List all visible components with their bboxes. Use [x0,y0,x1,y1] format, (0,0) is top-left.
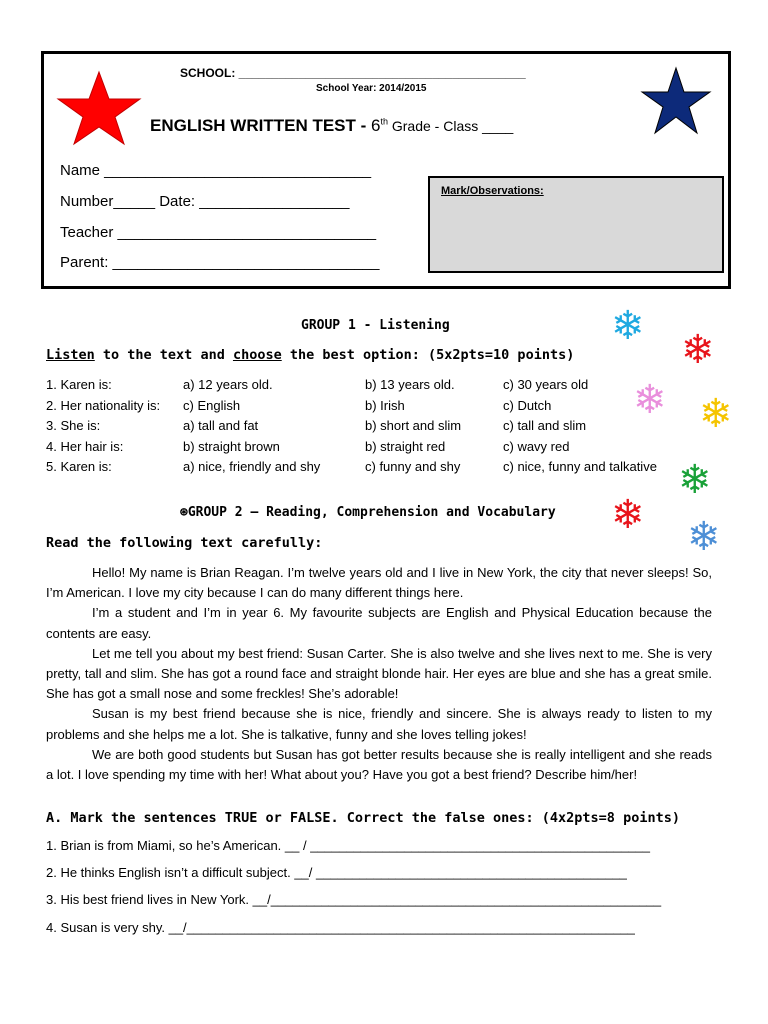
reading-text [46,563,712,785]
test-title [150,116,513,136]
red-star-icon [56,70,142,146]
option-c[interactable]: c) Dutch [503,398,552,413]
group1-title: GROUP 1 - Listening [301,318,450,333]
option-a[interactable]: a) tall and fat [183,418,259,433]
option-b[interactable]: b) short and slim [365,418,462,433]
question-label: 2. Her nationality is: [46,398,161,413]
true-false-instruction: A. Mark the sentences TRUE or FALSE. Correct the false ones: (4x2pts=8 points) [46,810,680,826]
instr-choose: choose [232,347,282,363]
option-b[interactable]: c) funny and shy [365,459,461,474]
snowflake-cyan-icon: ❄ [611,304,645,348]
option-c[interactable]: c) wavy red [503,439,570,454]
snowflake-blue-icon: ❄ [687,515,721,559]
option-a[interactable]: c) English [183,398,241,413]
tf-question[interactable]: 1. Brian is from Miami, so he’s American. __ / _______________________________________________ [46,838,650,853]
question-row [46,377,686,395]
option-c[interactable]: c) tall and slim [503,418,587,433]
title-main: ENGLISH WRITTEN TEST - [150,116,371,135]
paragraph: We are both good students but Susan has got better results because she is really intelligent and she reads a lot. I love spending my time with her! What about you? Have you got a best friend? Describe him/her! [46,746,712,783]
group1-instruction [46,347,574,363]
snowflake-red-icon: ❄ [681,328,715,372]
parent-field[interactable]: Parent: ________________________________ [60,254,380,271]
option-b[interactable]: b) 13 years old. [365,377,455,392]
snowflake-pink-icon: ❄ [633,378,667,422]
question-row [46,439,686,457]
instr-end: the best option: (5x2pts=10 points) [281,347,575,363]
snowflake-green-icon: ❄ [678,458,712,502]
number-date-field[interactable]: Number_____ Date: __________________ [60,193,350,210]
option-a[interactable]: a) 12 years old. [183,377,273,392]
blue-star-icon [640,66,712,136]
paragraph: I’m a student and I’m in year 6. My favourite subjects are English and Physical Education because the contents are easy. [46,605,712,641]
school-line: SCHOOL: ___________________________________________ [180,66,526,80]
teacher-field[interactable]: Teacher _______________________________ [60,224,377,241]
tf-question[interactable]: 3. His best friend lives in New York. __/______________________________________________________ [46,892,662,907]
option-a[interactable]: a) nice, friendly and shy [183,459,321,474]
option-c[interactable]: c) nice, funny and talkative [503,459,657,474]
tf-question[interactable]: 2. He thinks English isn’t a difficult subject. __/ ___________________________________________ [46,865,627,880]
read-instruction: Read the following text carefully: [46,535,323,551]
paragraph: Susan is my best friend because she is nice, friendly and sincere. She is always ready to listen to my problems and she helps me a lot. She is talkative, funny and she loves telling jokes! [46,706,712,742]
grade-class: Grade - Class ____ [387,118,514,134]
mark-observations-box [428,176,724,273]
grade-suffix: th [380,116,388,127]
school-year: School Year: 2014/2015 [316,83,427,94]
option-a[interactable]: b) straight brown [183,439,280,454]
instr-listen: Listen [46,347,95,363]
snowflake-yellow-icon: ❄ [699,392,733,436]
snowflake-red-2-icon: ❄ [611,493,645,537]
option-b[interactable]: b) straight red [365,439,446,454]
instr-mid: to the text and [94,347,233,363]
question-label: 5. Karen is: [46,459,112,474]
question-label: 4. Her hair is: [46,439,124,454]
tf-question[interactable]: 4. Susan is very shy. __/______________________________________________________________ [46,920,635,935]
grade-number: 6 [371,116,381,135]
group2-title: ⊛GROUP 2 – Reading, Comprehension and Vocabulary [180,505,556,520]
mark-label: Mark/Observations: [441,185,544,197]
option-b[interactable]: b) Irish [365,398,405,413]
question-row [46,459,686,477]
question-label: 3. She is: [46,418,101,433]
name-field[interactable]: Name ________________________________ [60,162,372,179]
option-c[interactable]: c) 30 years old [503,377,589,392]
paragraph: Let me tell you about my best friend: Susan Carter. She is also twelve and she lives next to me. She is very pretty, tall and slim. She has got a round face and straight blonde hair. Her eyes are blue and she has a great smile. She has got a small nose and some freckles! She’s adorable! [46,645,712,702]
question-row [46,418,686,436]
paragraph: Hello! My name is Brian Reagan. I’m twelve years old and I live in New York, the city that never sleeps! So, I’m American. I love my city because I can do many different things here. [46,565,712,601]
question-row [46,398,686,416]
question-label: 1. Karen is: [46,377,112,392]
